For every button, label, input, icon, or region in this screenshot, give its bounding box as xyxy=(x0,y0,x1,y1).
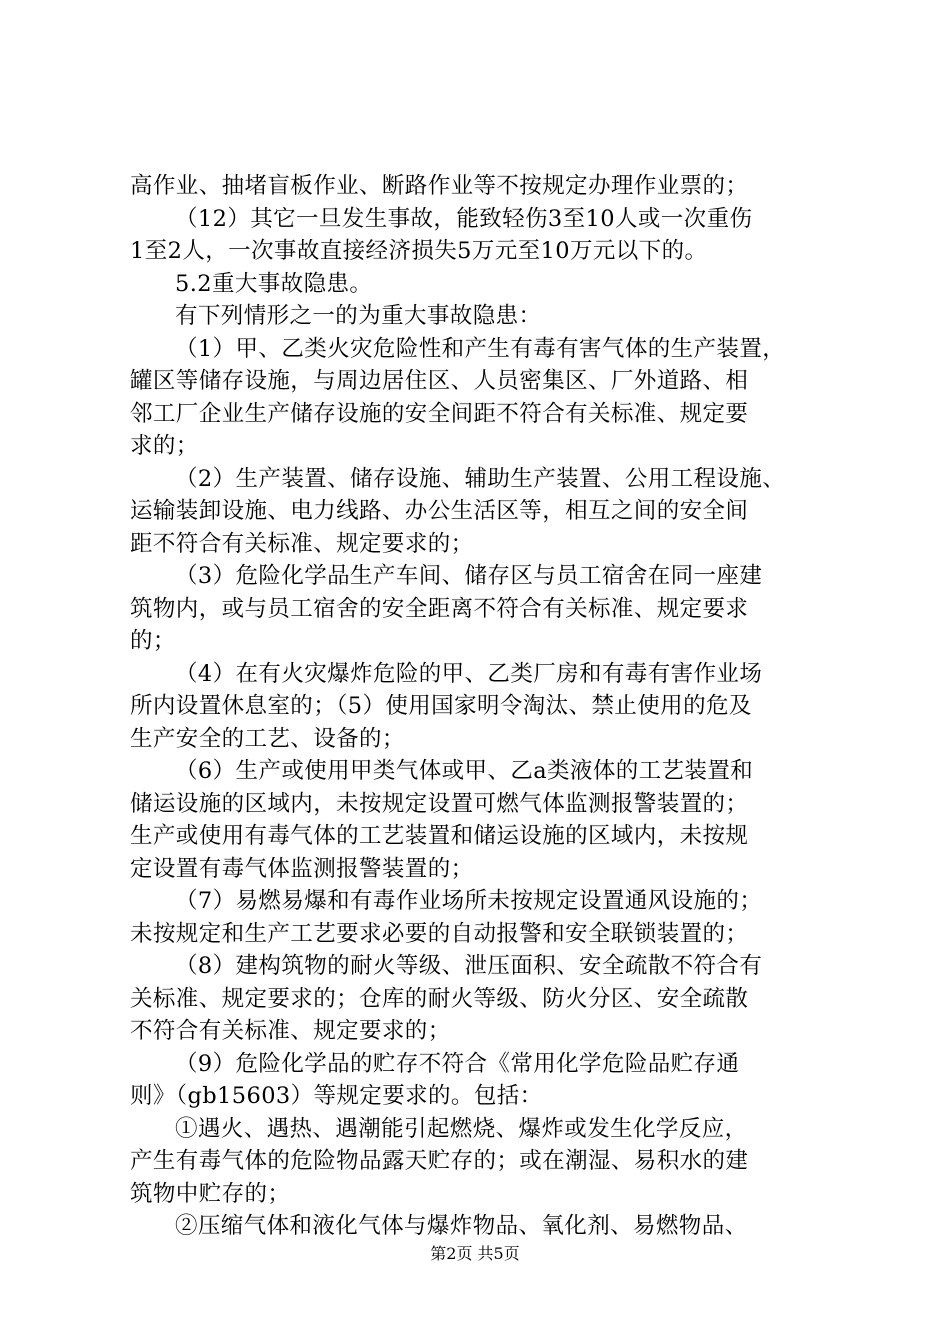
text-line: 距不符合有关标准、规定要求的； xyxy=(130,530,474,557)
text-line: （12）其它一旦发生事故，能致轻伤3至10人或一次重伤 xyxy=(175,205,753,232)
document-body xyxy=(130,170,820,1243)
text-line: （4）在有火灾爆炸危险的甲、乙类厂房和有毒有害作业场 xyxy=(175,660,763,687)
text-line: 储运设施的区域内，未按规定设置可燃气体监测报警装置的； xyxy=(130,790,749,817)
text-line: 5.2重大事故隐患。 xyxy=(175,270,373,297)
text-line: 则》（gb15603）等规定要求的。包括： xyxy=(130,1083,543,1109)
text-line: （2）生产装置、储存设施、辅助生产装置、公用工程设施、 xyxy=(175,465,786,492)
text-line: （6）生产或使用甲类气体或甲、乙a类液体的工艺装置和 xyxy=(175,758,754,784)
text-line: 邻工厂企业生产储存设施的安全间距不符合有关标准、规定要 xyxy=(130,400,749,427)
text-line: 所内设置休息室的；（5）使用国家明令淘汰、禁止使用的危及 xyxy=(130,693,752,719)
page-number-label: 第2页 共5页 xyxy=(430,1244,520,1263)
text-line: （1）甲、乙类火灾危险性和产生有毒有害气体的生产装置， xyxy=(175,335,786,362)
text-line: 未按规定和生产工艺要求必要的自动报警和安全联锁装置的； xyxy=(130,920,749,947)
text-line: 有下列情形之一的为重大事故隐患： xyxy=(175,303,542,329)
text-line: 高作业、抽堵盲板作业、断路作业等不按规定办理作业票的； xyxy=(130,173,749,199)
text-line: 生产安全的工艺、设备的； xyxy=(130,725,405,752)
text-line: 求的； xyxy=(130,433,199,459)
text-line: 生产或使用有毒气体的工艺装置和储运设施的区域内，未按规 xyxy=(130,823,749,849)
text-line: 筑物内，或与员工宿舍的安全距离不符合有关标准、规定要求 xyxy=(130,595,749,622)
text-line: 罐区等储存设施，与周边居住区、人员密集区、厂外道路、相 xyxy=(130,368,749,394)
text-line: （3）危险化学品生产车间、储存区与员工宿舍在同一座建 xyxy=(175,563,763,589)
text-line: 1至2人，一次事故直接经济损失5万元至10万元以下的。 xyxy=(130,238,708,264)
text-line: 定设置有毒气体监测报警装置的； xyxy=(130,855,474,882)
text-line: （9）危险化学品的贮存不符合《常用化学危险品贮存通 xyxy=(175,1050,740,1077)
page-footer xyxy=(0,1244,950,1264)
text-line: （7）易燃易爆和有毒作业场所未按规定设置通风设施的； xyxy=(175,888,763,914)
text-line: 产生有毒气体的危险物品露天贮存的；或在潮湿、易积水的建 xyxy=(130,1148,749,1174)
text-line: 运输装卸设施、电力线路、办公生活区等，相互之间的安全间 xyxy=(130,498,749,524)
text-line: ①遇火、遇热、遇潮能引起燃烧、爆炸或发生化学反应， xyxy=(175,1115,748,1142)
text-line: （8）建构筑物的耐火等级、泄压面积、安全疏散不符合有 xyxy=(175,953,763,979)
text-line: 的； xyxy=(130,628,176,654)
text-line: 关标准、规定要求的；仓库的耐火等级、防火分区、安全疏散 xyxy=(130,985,749,1012)
text-line: 筑物中贮存的； xyxy=(130,1180,291,1207)
text-line: 不符合有关标准、规定要求的； xyxy=(130,1018,451,1044)
text-line: ②压缩气体和液化气体与爆炸物品、氧化剂、易燃物品、 xyxy=(175,1213,748,1239)
